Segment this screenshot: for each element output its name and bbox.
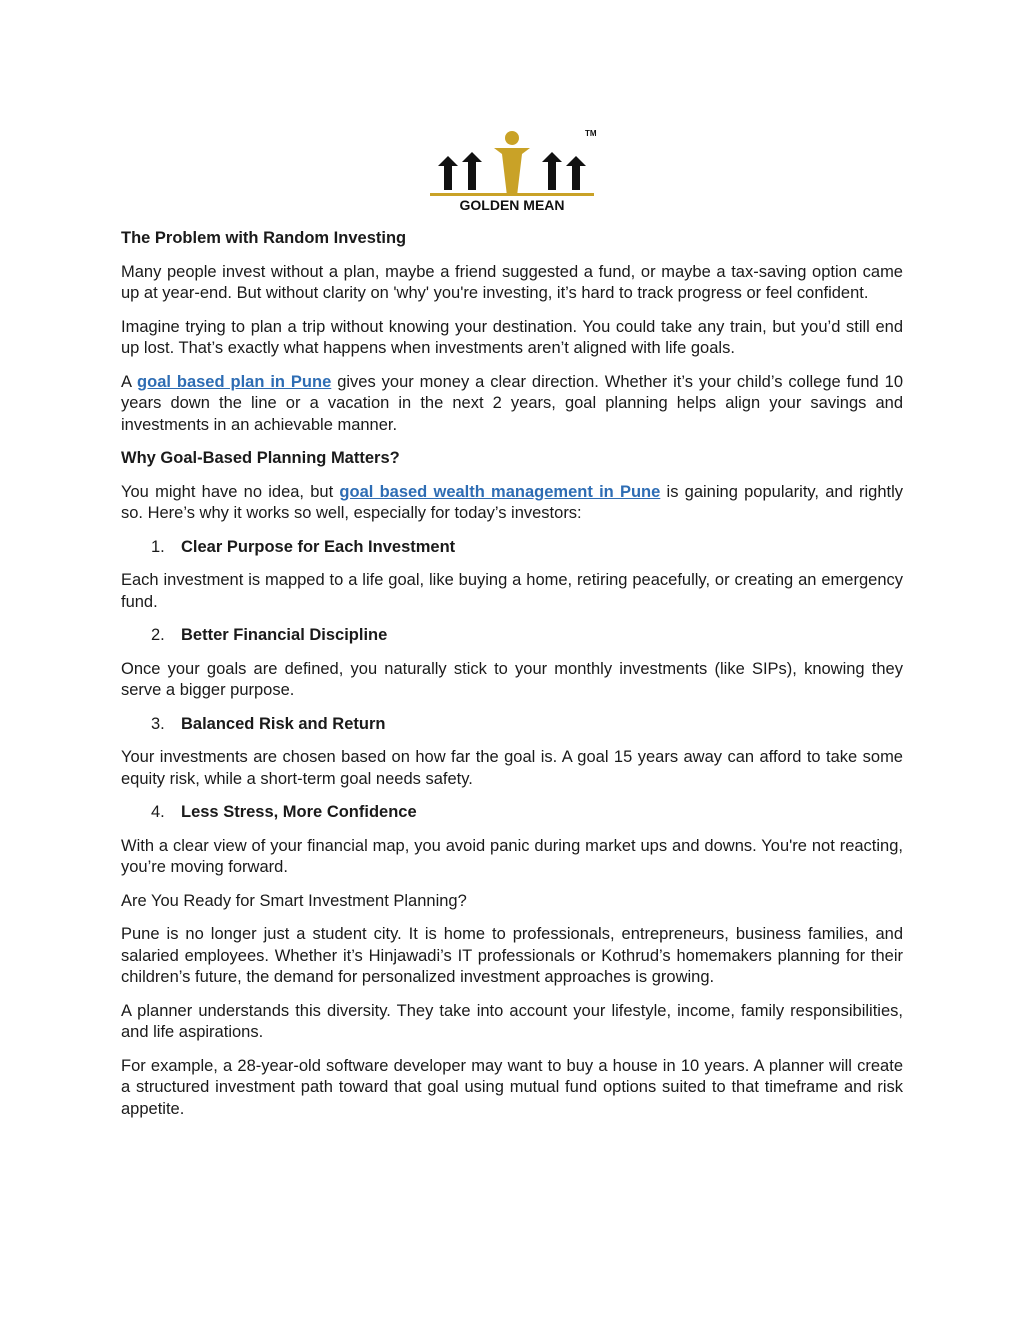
list-item-heading <box>121 625 903 647</box>
list-item-title: Less Stress, More Confidence <box>181 803 417 821</box>
list-number: 4. <box>151 803 165 821</box>
list-number: 3. <box>151 714 165 733</box>
heading-smart-planning: Are You Ready for Smart Investment Planning? <box>121 891 467 910</box>
paragraph: Many people invest without a plan, maybe a friend suggested a fund, or maybe a tax-saving option came up at year-end. But without clarity on 'why' you're investing, it’s hard to track progress or feel confident. <box>121 262 903 302</box>
heading-random-investing: The Problem with Random Investing <box>121 229 407 247</box>
list-item-heading <box>121 537 903 559</box>
list-item-text: Once your goals are defined, you naturally stick to your monthly investments (like SIPs), knowing they serve a bigger purpose. <box>121 659 903 699</box>
paragraph-text: is gaining popularity, and rightly so. Here’s why it works so well, especially for today’s investors: <box>121 482 904 522</box>
article-body <box>121 228 903 1132</box>
paragraph-text: gives your money a clear direction. Whether it’s your child’s college fund 10 years down the line or a vacation in the next 2 years, goal planning helps align your savings and investments in an achievable manner. <box>121 372 903 434</box>
list-item-heading <box>121 714 903 736</box>
paragraph: Imagine trying to plan a trip without knowing your destination. You could take any train, but you’d still end up lost. That’s exactly what happens when investments aren’t aligned with life goals. <box>121 317 903 357</box>
golden-mean-logo <box>424 126 600 214</box>
goal-based-plan-link[interactable]: goal based plan in Pune <box>137 372 332 391</box>
paragraph: A planner understands this diversity. They take into account your lifestyle, income, family responsibilities, and life aspirations. <box>121 1001 903 1041</box>
goal-based-wealth-link[interactable]: goal based wealth management in Pune <box>339 482 661 501</box>
golden-mean-logo-icon <box>424 126 600 214</box>
trademark-label: TM <box>585 129 597 138</box>
list-item-heading <box>121 802 903 824</box>
paragraph <box>121 372 903 437</box>
paragraph: For example, a 28-year-old software developer may want to buy a house in 10 years. A planner will create a structured investment path toward that goal using mutual fund options suited to that timeframe and risk appetite. <box>121 1056 903 1118</box>
list-item-text: With a clear view of your financial map, you avoid panic during market ups and downs. You're not reacting, you’re moving forward. <box>121 836 903 876</box>
list-number: 1. <box>151 537 165 556</box>
list-item-title: Better Financial Discipline <box>181 626 388 644</box>
list-number: 2. <box>151 626 165 644</box>
heading-why-goal-based: Why Goal-Based Planning Matters? <box>121 449 400 467</box>
list-item-text: Each investment is mapped to a life goal, like buying a home, retiring peacefully, or creating an emergency fund. <box>121 571 903 611</box>
list-item-title: Clear Purpose for Each Investment <box>181 537 456 556</box>
paragraph-text: You might have no idea, but <box>121 482 340 501</box>
list-item-text: Your investments are chosen based on how far the goal is. A goal 15 years away can afford to take some equity risk, while a short-term goal needs safety. <box>121 748 903 788</box>
paragraph-text: A <box>121 372 138 391</box>
paragraph: Pune is no longer just a student city. It is home to professionals, entrepreneurs, business families, and salaried employees. Whether it’s Hinjawadi’s IT professionals or Kothrud’s homemakers planning for their children’s future, the demand for personalized investment approaches is growing. <box>121 925 903 986</box>
list-item-title: Balanced Risk and Return <box>181 714 386 733</box>
logo-wordmark: GOLDEN MEAN <box>459 197 565 213</box>
paragraph <box>121 482 903 525</box>
